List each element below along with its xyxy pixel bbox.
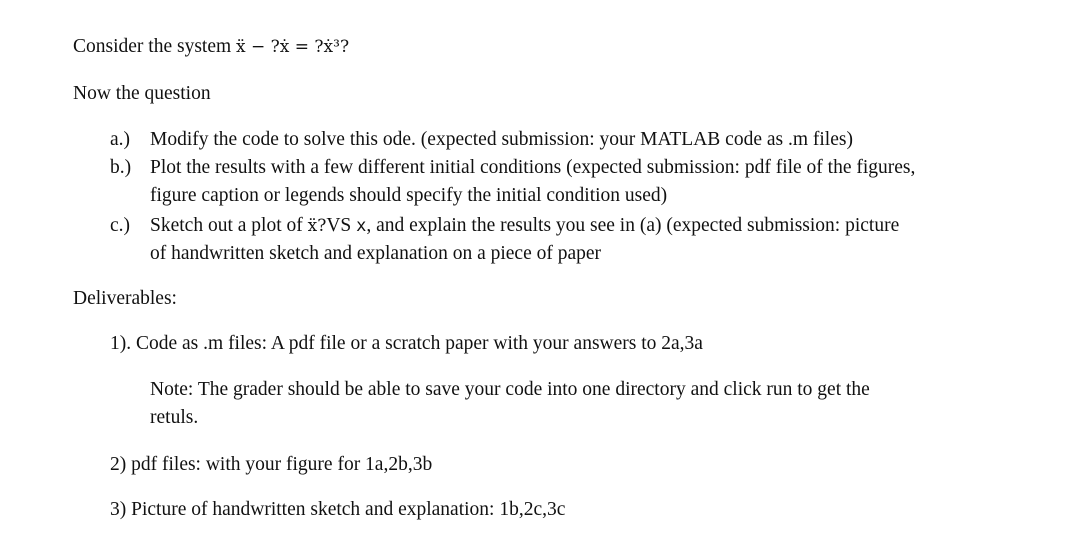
question-a-label: a.) [110, 129, 131, 150]
deliverable-item-1: 1). Code as .m files: A pdf file or a scratch paper with your answers to 2a,3a [110, 333, 703, 354]
question-heading: Now the question [73, 83, 211, 104]
deliverables-heading: Deliverables: [73, 288, 177, 309]
question-c-x: x [356, 216, 367, 236]
system-equation: ẍ − ?ẋ = ?ẋ³? [236, 37, 350, 57]
deliverable-item-2: 2) pdf files: with your figure for 1a,2b,3b [110, 454, 433, 475]
deliverable-note-line1: Note: The grader should be able to save your code into one directory and click run to get the [150, 379, 870, 400]
question-c-post: , and explain the results you see in (a) (expected submission: picture [366, 215, 900, 236]
question-c-pre: Sketch out a plot of [150, 215, 308, 236]
intro-line [73, 33, 349, 61]
deliverable-item-3: 3) Picture of handwritten sketch and explanation: 1b,2c,3c [110, 499, 566, 520]
question-c-text-line2: of handwritten sketch and explanation on a piece of paper [150, 243, 602, 264]
question-c-text-line1 [150, 212, 899, 240]
question-c-mid: VS [326, 215, 357, 236]
intro-text: Consider the system [73, 36, 237, 57]
question-b-text-line1: Plot the results with a few different initial conditions (expected submission: pdf file of the figures, [150, 157, 916, 178]
question-c-label: c.) [110, 215, 131, 236]
question-a-text: Modify the code to solve this ode. (expected submission: your MATLAB code as .m files) [150, 129, 853, 150]
question-b-text-line2: figure caption or legends should specify the initial condition used) [150, 185, 668, 206]
question-b-label: b.) [110, 157, 132, 178]
deliverable-note-line2: retuls. [150, 407, 199, 428]
question-c-math: ẍ? [307, 216, 327, 236]
